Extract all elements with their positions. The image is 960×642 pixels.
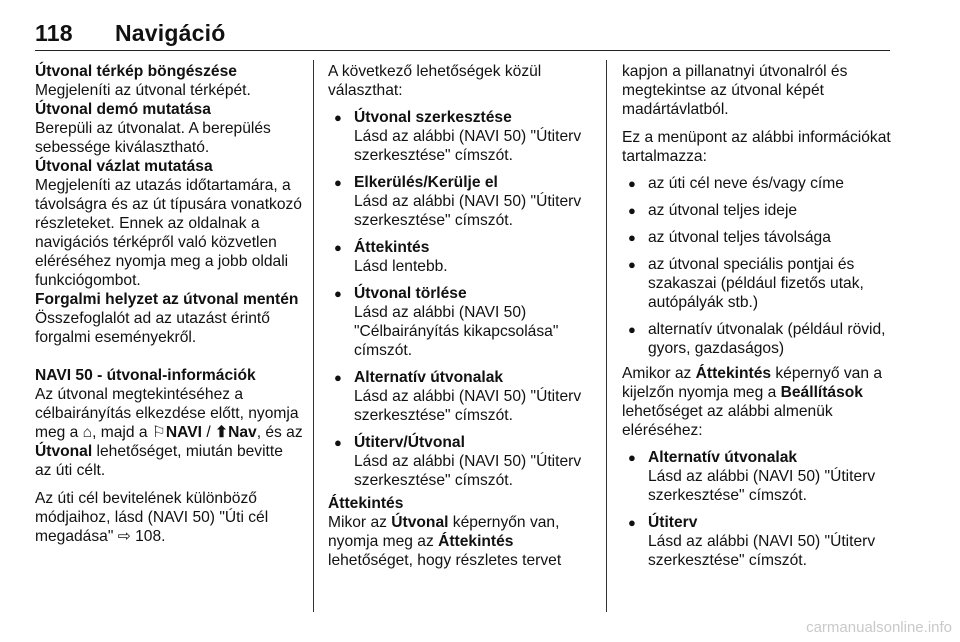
text: lehetőséget az alábbi almenük eléréséhez: [622,403,833,439]
paragraph: Ez a menüpont az alábbi információkat tartalmazza: [622,129,891,165]
navigation-arrow-icon: ⬆ [215,424,229,441]
bullet-text: Lásd az alábbi (NAVI 50) "Célbairányítás kikapcsolása" címszót. [354,304,559,359]
bullet-text: Lásd az alábbi (NAVI 50) "Útiterv szerkesztése" címszót. [354,453,582,489]
bullet-item: ● Útvonal szerkesztése [328,108,598,127]
text: lehetőséget, hogy részletes tervet [328,552,562,569]
attekintes-label: Áttekintés [438,533,514,550]
text: / [202,424,216,441]
attekintes-label: Áttekintés [695,365,772,382]
section-heading: NAVI 50 - útvonal-információk [35,367,256,384]
text: lehetőséget, miután bevitte az úti célt. [35,443,283,479]
entry-text: Berepüli az útvonalat. A berepülés sebessége kiválasztható. [35,120,271,156]
bullet-item: ● Áttekintés [328,238,598,257]
bullet-item: ● Alternatív útvonalak [622,448,892,467]
utvonal-label: Útvonal [35,443,93,460]
entry-term: Forgalmi helyzet az útvonal mentén [35,291,299,308]
page-header [35,14,890,51]
watermark: carmanualsonline.info [806,619,952,636]
column-right [622,62,892,570]
column-middle [328,62,598,570]
entry [35,290,303,347]
page-number: 118 [35,20,73,46]
navi-label: NAVI [165,424,203,441]
nav-label: Nav [228,424,257,441]
bullet-item: ● Útvonal törlése [328,284,598,303]
bullet-item: ● Elkerülés/Kerülje el [328,173,598,192]
list-item: ● az útvonal teljes távolsága [622,228,892,247]
text: Amikor az [622,365,696,382]
page-reference-icon: ⇨ [117,528,131,545]
column-divider [606,60,607,612]
page-reference: 108. [130,528,166,545]
list-item: ● az útvonal teljes ideje [622,201,892,220]
bullet-text: Lásd az alábbi (NAVI 50) "Útiterv szerkesztése" címszót. [648,468,876,504]
list-item: ● az útvonal speciális pontjai és szakaszai (például fizetős utak, autópályák stb.) [622,255,892,312]
text: képernyőn van, nyomja meg az [328,514,560,550]
entry-text: Megjeleníti az utazás időtartamára, a távolságra és az út típusára vonatkozó részleteket. Ennek az oldalnak a navigációs térképről való közvetlen eléréséhez nyomja meg a jobb oldali funkciógombot. [35,177,302,289]
utvonal-label: Útvonal [391,514,449,531]
bullet-text: Lásd lentebb. [354,258,448,275]
text: Az úti cél bevitelének különböző módjaihoz, lásd (NAVI 50) "Úti cél megadása" [35,490,269,545]
entry-text: Összefoglalót ad az utazást érintő forgalmi eseményekről. [35,310,270,346]
entry-term: Útvonal térkép böngészése [35,63,237,80]
home-icon: ⌂ [82,424,93,441]
section-title: Navigáció [115,20,226,46]
entry-text: Megjeleníti az útvonal térképét. [35,82,251,99]
text: képernyő van a kijelzőn nyomja meg a [622,365,883,401]
text: Mikor az [328,514,392,531]
entry-term: Áttekintés [328,495,404,512]
entry [35,100,303,157]
text: Az útvonal megtekintéséhez a célbairányítás elkezdése előtt, nyomja meg a [35,386,299,441]
paragraph: A következő lehetőségek közül választhat: [328,63,542,99]
entry [35,62,303,100]
column-divider [313,60,314,612]
bullet-text: Lásd az alábbi (NAVI 50) "Útiterv szerkesztése" címszót. [354,193,582,229]
beallitasok-label: Beállítások [780,384,863,401]
paragraph [622,364,892,440]
bullet-item: ● Alternatív útvonalak [328,368,598,387]
paragraph [35,385,303,480]
entry-term: Útvonal vázlat mutatása [35,158,213,175]
flag-icon: ⚐ [151,424,166,441]
bullet-text: Lásd az alábbi (NAVI 50) "Útiterv szerkesztése" címszót. [354,128,582,164]
entry [35,157,303,290]
paragraph [35,489,303,546]
list-item: ● alternatív útvonalak (például rövid, gyors, gazdaságos) [622,320,892,358]
paragraph [328,513,598,570]
bullet-text: Lásd az alábbi (NAVI 50) "Útiterv szerkesztése" címszót. [648,533,876,569]
text: , majd a [92,424,152,441]
bullet-text: Lásd az alábbi (NAVI 50) "Útiterv szerkesztése" címszót. [354,388,582,424]
bullet-item: ● Útiterv/Útvonal [328,433,598,452]
text: , és az [256,424,303,441]
paragraph: kapjon a pillanatnyi útvonalról és megtekintse az útvonal képét madártávlatból. [622,63,848,118]
bullet-item: ● Útiterv [622,513,892,532]
column-left [35,62,303,546]
list-item: ● az úti cél neve és/vagy címe [622,174,892,193]
entry-term: Útvonal demó mutatása [35,101,211,118]
